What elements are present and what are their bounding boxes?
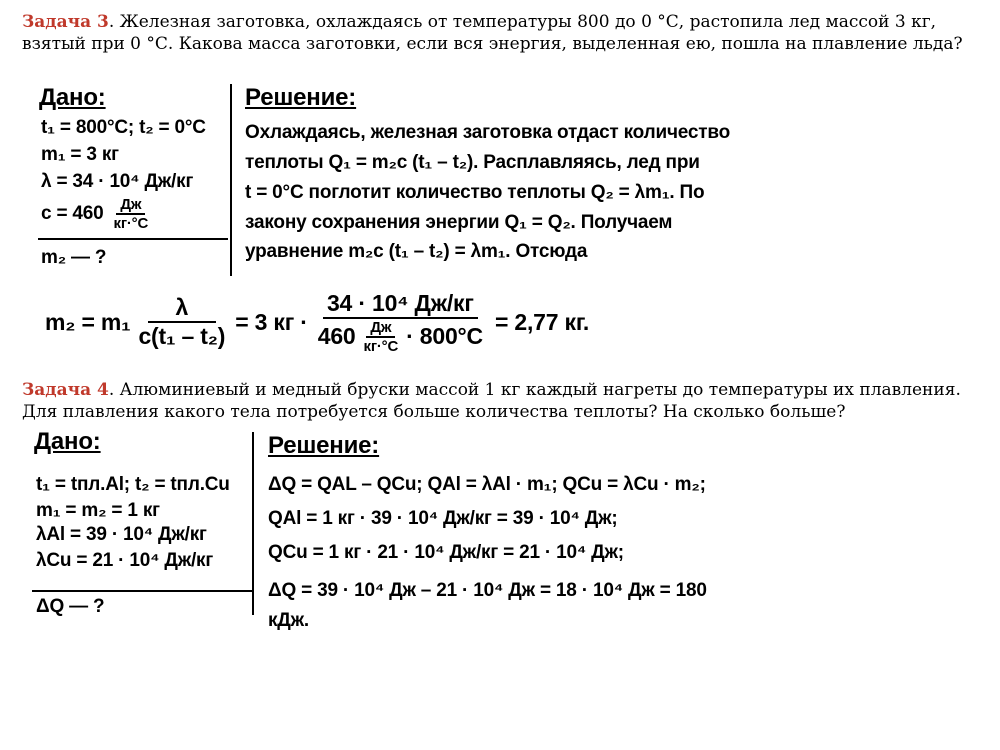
task4-given-line: t₁ = tпл.Al; t₂ = tпл.Cu (36, 474, 230, 495)
task3-solution-line: уравнение m₂c (t₁ – t₂) = λm₁. Отсюда (245, 241, 588, 262)
task3-formula-f1-num: λ (148, 294, 217, 323)
task3-c-unit-den: кг·°С (113, 215, 149, 232)
task3-solution-line: закону сохранения энергии Q₁ = Q₂. Получаем (245, 212, 673, 233)
task4-solution-line: QAl = 1 кг · 39 · 10⁴ Дж/кг = 39 · 10⁴ Дж; (268, 508, 618, 529)
task4-given-block (32, 428, 252, 623)
task3-formula-f2-den-prefix: 460 (317, 323, 356, 349)
task3-formula-f2-den-unit-num: Дж (366, 319, 395, 338)
task4-solution-line: кДж. (268, 610, 309, 631)
task4-find: ΔQ — ? (36, 596, 105, 617)
task3-c-prefix: с = 460 (41, 203, 104, 224)
task4-solution-line: QCu = 1 кг · 21 · 10⁴ Дж/кг = 21 · 10⁴ Дж; (268, 542, 624, 563)
task3-solution-line: t = 0°С поглотит количество теплоты Q₂ = λm₁. По (245, 182, 705, 203)
task3-formula-f2-den (314, 319, 487, 355)
task3-given-underline (38, 238, 228, 240)
task4-statement (22, 379, 987, 423)
task3-formula-f2-num: 34 · 10⁴ Дж/кг (323, 290, 478, 319)
task3-given-line: λ = 34 · 10⁴ Дж/кг (41, 171, 194, 192)
task3-solution-heading: Решение: (245, 84, 357, 111)
task3-divider (230, 84, 232, 276)
task4-given-line: m₁ = m₂ = 1 кг (36, 500, 160, 521)
task4-solution-heading: Решение: (268, 432, 380, 459)
task3-given-block (35, 84, 235, 279)
task3-formula-lhs: m₂ = m₁ (45, 308, 131, 335)
task3-formula-f2-den-suffix: · 800°С (406, 323, 483, 349)
task3-formula-f2-den-unit-den: кг·°С (363, 337, 399, 355)
task4-given-underline (32, 590, 252, 592)
task4-text: . Алюминиевый и медный бруски массой 1 кг каждый нагреты до температуры их плавления. Для плавления какого тела потребуется больше количества теплоты? На сколько больше? (22, 380, 961, 422)
task3-solution-line: теплоты Q₁ = m₂c (t₁ – t₂). Расплавляясь, лед при (245, 152, 700, 173)
task3-given-line: t₁ = 800°С; t₂ = 0°С (41, 117, 206, 138)
task3-title: Задача 3 (22, 12, 109, 32)
task3-given-heading: Дано: (39, 84, 106, 111)
task3-formula-mid: = 3 кг · (235, 308, 308, 335)
task3-c-unit (110, 196, 153, 232)
task3-formula-result: = 2,77 кг. (494, 308, 590, 335)
task3-given-specific-heat (41, 196, 152, 232)
task4-given-line: λCu = 21 · 10⁴ Дж/кг (36, 550, 214, 571)
task4-title: Задача 4 (22, 380, 109, 400)
task3-text: . Железная заготовка, охлаждаясь от температуры 800 до 0 °С, растопила лед массой 3 кг, взятый при 0 °С. Какова масса заготовки, если вся энергия, выделенная ею, пошла на плавление льда? (22, 12, 963, 54)
task3-solution-line: Охлаждаясь, железная заготовка отдаст количество (245, 122, 731, 143)
task4-given-heading: Дано: (34, 428, 101, 455)
task4-divider (252, 432, 254, 615)
task3-c-unit-num: Дж (116, 196, 145, 215)
task3-given-line: m₁ = 3 кг (41, 144, 119, 165)
task3-formula (45, 287, 589, 357)
task4-solution-line: ΔQ = 39 · 10⁴ Дж – 21 · 10⁴ Дж = 18 · 10⁴ Дж = 180 (268, 580, 707, 601)
task3-formula-fraction-1 (134, 294, 229, 350)
task3-formula-fraction-2 (314, 290, 487, 355)
task3-formula-f2-den-unit (360, 319, 403, 355)
task4-solution-line: ΔQ = QAL – QCu; QAl = λAl · m₁; QCu = λCu · m₂; (268, 474, 706, 495)
task4-given-line: λAl = 39 · 10⁴ Дж/кг (36, 524, 207, 545)
task3-find: m₂ — ? (41, 247, 107, 268)
task3-formula-f1-den: c(t₁ – t₂) (138, 323, 226, 349)
task3-statement (22, 11, 982, 55)
